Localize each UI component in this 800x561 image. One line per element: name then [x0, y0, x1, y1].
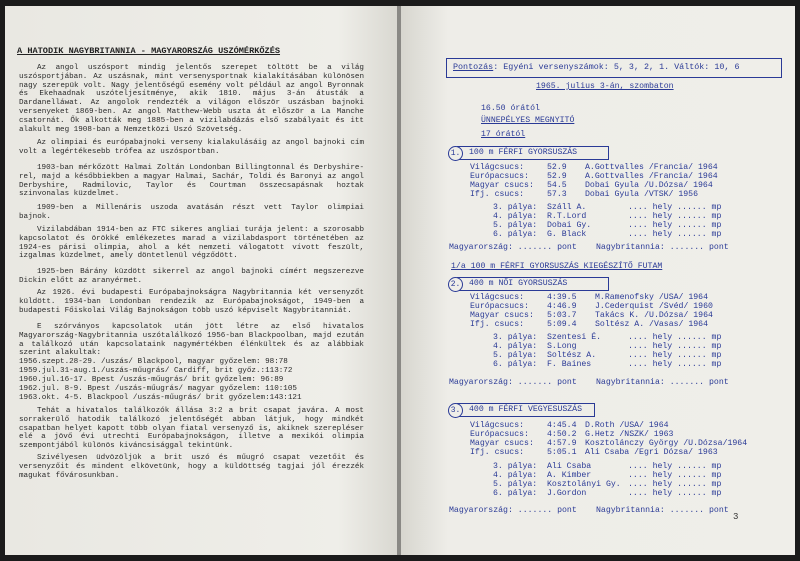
record-label: Magyar csucs:	[470, 311, 534, 320]
lane-swimmer: Kosztolányi Gy.	[547, 480, 621, 489]
record-label: Ifj. csucs:	[470, 448, 525, 457]
paragraph: Az olimpiai és európabajnoki verseny kialakulásáig az angol bajnoki cím volt a legértékesebb trófea az uszósportban.	[19, 139, 364, 156]
event-number: 1.	[448, 146, 463, 161]
paragraph: E szórványos kapcsolatok után jött létre az első hivatalos Magyarország-Nagybritannia uszótalálkozó 1956-ban Blackpoolban, majd ezután a találkozó után kapcsolataink nagymértékben élénkültek és az alábbiak szerint alakultak:	[19, 323, 364, 358]
lane-result: .... hely ...... mp	[628, 471, 722, 480]
lane-swimmer: J.Gordon	[547, 489, 587, 498]
lane-label: 4. pálya:	[493, 471, 538, 480]
lane-swimmer: Szentesi É.	[547, 333, 602, 342]
lane-swimmer: Dobai Gy.	[547, 221, 592, 230]
record-time: 54.5	[547, 181, 567, 190]
record-holder: J.Cederquist /Svéd/ 1960	[595, 302, 713, 311]
lane-label: 5. pálya:	[493, 221, 538, 230]
record-label: Magyar csucs:	[470, 439, 534, 448]
scoring-line	[453, 62, 739, 72]
score-hungary: Magyarország: ....... pont	[449, 378, 577, 387]
event-number: 2.	[448, 277, 463, 292]
record-label: Világcsucs:	[470, 421, 525, 430]
record-time: 57.3	[547, 190, 567, 199]
lane-result: .... hely ...... mp	[628, 212, 722, 221]
record-label: Világcsucs:	[470, 163, 525, 172]
record-holder: G.Hetz /NSZK/ 1963	[585, 430, 674, 439]
page-number: 3	[733, 512, 739, 522]
lane-swimmer: Száll A.	[547, 203, 587, 212]
lane-label: 4. pálya:	[493, 342, 538, 351]
supplementary-heat-title: 1/a 100 m FÉRFI GYORSUSZÁS KIEGÉSZÍTŐ FUTAM	[451, 262, 663, 271]
record-label: Világcsucs:	[470, 293, 525, 302]
paragraph: Szivélyesen üdvözöljük a brit uszó és műugró csapat vezetőit és versenyzőit és mindent elkövetünk, hogy a küldöttség tagjai jól érezzék magukat fővárosunkban.	[19, 454, 364, 480]
lane-label: 3. pálya:	[493, 462, 538, 471]
paragraph: 1903-ban mérkőzött Halmai Zoltán Londonban Billingtonnal és Derbyshire-rel, majd a későbbiekben a magyar Halmai, Sachár, Toldi és Baronyi az angol Derbyshire, Radmilovic, Taylor és Courtman összecsapásnak hoztak szinvonalas küzdelmet.	[19, 164, 364, 199]
score-britain: Nagybritannia: ....... pont	[596, 243, 729, 252]
record-time: 4:50.2	[547, 430, 577, 439]
record-holder: D.Roth /USA/ 1964	[585, 421, 669, 430]
lane-result: .... hely ...... mp	[628, 342, 722, 351]
lane-result: .... hely ...... mp	[628, 462, 722, 471]
record-time: 52.9	[547, 163, 567, 172]
lane-label: 4. pálya:	[493, 212, 538, 221]
record-holder: A.Gottvalles /Francia/ 1964	[585, 163, 718, 172]
score-hungary: Magyarország: ....... pont	[449, 243, 577, 252]
event-title: 400 m FÉRFI VEGYESUSZÁS	[469, 405, 583, 414]
record-label: Ifj. csucs:	[470, 190, 525, 199]
result-line: 1959.jul.31-aug.1./uszás-műugrás/ Cardiff, brit győz.:113:72	[19, 367, 293, 375]
score-hungary: Magyarország: ....... pont	[449, 506, 577, 515]
lane-result: .... hely ...... mp	[628, 230, 722, 239]
record-holder: Kosztolánczy György /U.Dózsa/1964	[585, 439, 748, 448]
event-title: 400 m NŐI GYORSUSZÁS	[469, 279, 568, 288]
record-label: Európacsucs:	[470, 302, 529, 311]
paragraph: 1925-ben Bárány küzdött sikerrel az angol bajnoki címért megszerezve Dickin előtt az aranyérmet.	[19, 268, 364, 285]
record-time: 5:05.1	[547, 448, 577, 457]
record-holder: Soltész A. /Vasas/ 1964	[595, 320, 709, 329]
record-label: Magyar csucs:	[470, 181, 534, 190]
record-holder: M.Ramenofsky /USA/ 1964	[595, 293, 709, 302]
lane-result: .... hely ...... mp	[628, 221, 722, 230]
score-britain: Nagybritannia: ....... pont	[596, 506, 729, 515]
lane-swimmer: A. Kimber	[547, 471, 592, 480]
lane-swimmer: Ali Csaba	[547, 462, 592, 471]
score-britain: Nagybritannia: ....... pont	[596, 378, 729, 387]
scoring-text: : Egyéni versenyszámok: 5, 3, 2, 1. Váltók: 10, 6	[493, 62, 740, 72]
lane-label: 3. pálya:	[493, 203, 538, 212]
lane-swimmer: F. Baines	[547, 360, 592, 369]
lane-label: 6. pálya:	[493, 489, 538, 498]
lane-result: .... hely ...... mp	[628, 351, 722, 360]
event-title: 100 m FÉRFI GYORSUSZÁS	[469, 148, 578, 157]
lane-swimmer: S.Long	[547, 342, 577, 351]
lane-swimmer: R.T.Lord	[547, 212, 587, 221]
lane-label: 3. pálya:	[493, 333, 538, 342]
lane-label: 6. pálya:	[493, 360, 538, 369]
paragraph: 1909-ben a Millenáris uszoda avatásán részt vett Taylor olimpiai bajnok.	[19, 204, 364, 221]
record-holder: Dobai Gyula /VTSK/ 1956	[585, 190, 699, 199]
record-label: Európacsucs:	[470, 172, 529, 181]
record-label: Ifj. csucs:	[470, 320, 525, 329]
event-date	[536, 82, 674, 91]
record-holder: Takács K. /U.Dózsa/ 1964	[595, 311, 713, 320]
time-2: 17 órától	[481, 130, 526, 139]
event-number: 3.	[448, 403, 463, 418]
record-time: 5:03.7	[547, 311, 577, 320]
record-time: 5:09.4	[547, 320, 577, 329]
record-time: 52.9	[547, 172, 567, 181]
paragraph: Az angol uszósport mindig jelentős szerepet töltött be a világ uszósportjában. Az uszásnak, mint versenysportnak kialakításában különösen nagy szerepük volt. Nagy jelentőségű esemény volt például az angol Byronnak és Ekehaadnak uszóteljesítménye, akik 1810. május 3-án átusták a Dardanelláwat. Az angolok rendezték a világon először uszásban bajnoki versenyeket 1869-ben. Az angol Matthew-Webb uszta át először a La Manche csatornát. Ők alkották meg 1885-ben a vizilabdázás első szabályait és itt alakult meg 1908-ban a Nemzetközi Uszó Szövetség.	[19, 64, 364, 134]
lane-result: .... hely ...... mp	[628, 333, 722, 342]
result-line: 1956.szept.28-29. /uszás/ Blackpool, magyar győzelem: 98:78	[19, 358, 288, 366]
scoring-label: Pontozás	[453, 62, 494, 72]
lane-result: .... hely ...... mp	[628, 489, 722, 498]
lane-label: 5. pálya:	[493, 480, 538, 489]
lane-swimmer: G. Black	[547, 230, 587, 239]
result-line: 1960.jul.16-17. Bpest /uszás-műugrás/ brit győzelem: 96:89	[19, 376, 284, 384]
paragraph: Vizilabdában 1914-ben az FTC sikeres angliai turája jelent: a szorosabb kapcsolatot és örökké emlékezetes marad a vizilabdasport történetében az 1924-es párisi olimpia, ahol a két nemzeti válogatott vívott feszült, izgalmas küzdelmet, amely döntetlenül végződött.	[19, 226, 364, 261]
result-line: 1962.jul. 8-9. Bpest /uszás-műugrás/ magyar győzelem: 110:105	[19, 385, 297, 393]
record-holder: A.Gottvalles /Francia/ 1964	[585, 172, 718, 181]
record-time: 4:39.5	[547, 293, 577, 302]
left-page	[5, 6, 397, 555]
record-time: 4:57.9	[547, 439, 577, 448]
time-1: 16.50 órától	[481, 104, 540, 113]
lane-label: 5. pálya:	[493, 351, 538, 360]
record-time: 4:46.9	[547, 302, 577, 311]
record-time: 4:45.4	[547, 421, 577, 430]
result-line: 1963.okt. 4-5. Blackpool /uszás-műugrás/ brit győzelem:143:121	[19, 394, 302, 402]
date-text: 1965. julius 3-án, szombaton	[536, 82, 674, 91]
lane-result: .... hely ...... mp	[628, 480, 722, 489]
record-holder: Dobai Gyula /U.Dózsa/ 1964	[585, 181, 713, 190]
lane-result: .... hely ...... mp	[628, 360, 722, 369]
record-label: Európacsucs:	[470, 430, 529, 439]
record-holder: Ali Csaba /Egri Dózsa/ 1963	[585, 448, 718, 457]
paragraph: Az 1926. évi budapesti Európabajnokságra Nagybritannia két versenyzőt küldött. 1934-ban Londonban rendezik az Európabajnokságot, 1949-ben a budapesti Főiskolai Világ Bajnokságon több uszó képviselt Nagybritanniát.	[19, 289, 364, 315]
lane-label: 6. pálya:	[493, 230, 538, 239]
lane-result: .... hely ...... mp	[628, 203, 722, 212]
lane-swimmer: Soltész A.	[547, 351, 597, 360]
opening-ceremony: ÜNNEPÉLYES MEGNYITÓ	[481, 116, 575, 125]
paragraph: Tehát a hivatalos találkozók állása 3:2 a brit csapat javára. A most sorrakerülő hatodik találkozó jelentőségét abban látjuk, hogy mindkét csapatban helyet kapott több olyan fiatal versenyző is, akiknek szerepléser elé a jövő évi utrechti Európabajnokságon, illetve a mexikói olimpia szempontjából különös kiváncsisággal tekintünk.	[19, 407, 364, 451]
page-title: A HATODIK NAGYBRITANNIA - MAGYARORSZÁG USZÓMÉRKŐZÉS	[17, 46, 281, 56]
